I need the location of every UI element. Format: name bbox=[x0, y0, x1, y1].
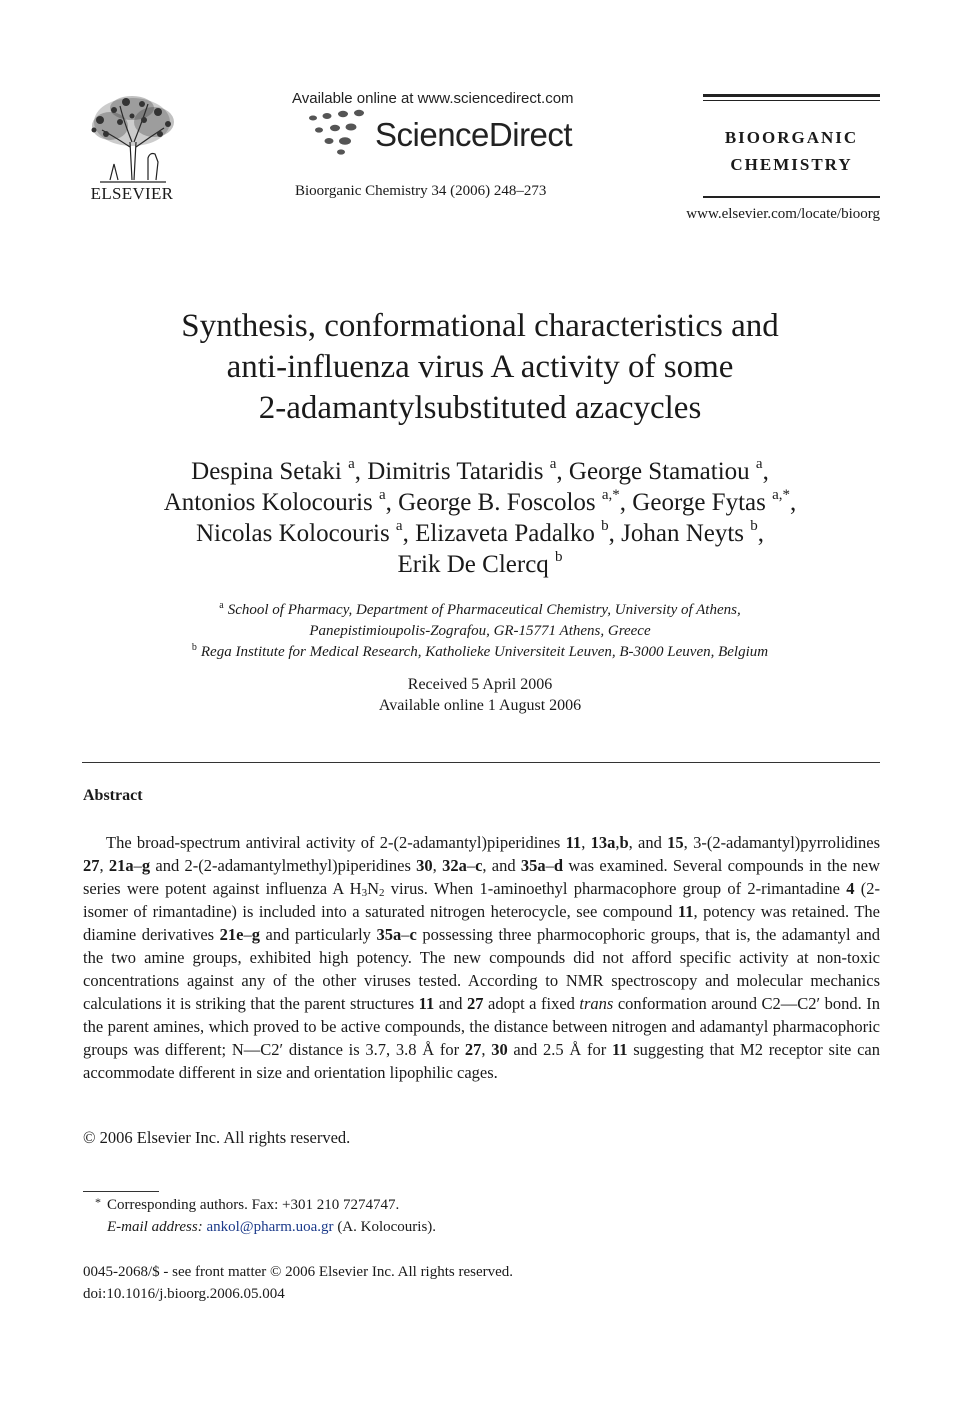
corresponding-authors-note: Corresponding authors. Fax: +301 210 7274747. bbox=[107, 1197, 400, 1213]
compound-number: 21e bbox=[219, 925, 244, 944]
journal-title-line2: CHEMISTRY bbox=[730, 155, 853, 174]
author-affiliation-mark: a bbox=[348, 456, 355, 472]
author-line3: Nicolas Kolocouris $^a$, Elizaveta Padalko $^b$, Johan Neyts $^b$, bbox=[195, 518, 765, 547]
abstract-text: The broad-spectrum antiviral activity of 2-(2-adamantyl)piperidines bbox=[106, 833, 566, 852]
author-affiliation-mark: a bbox=[395, 518, 403, 534]
affiliation-mark: b bbox=[191, 642, 197, 653]
abstract-text: , bbox=[432, 856, 443, 875]
compound-number: b bbox=[619, 833, 629, 852]
email-link[interactable]: ankol@pharm.uoa.gr bbox=[206, 1219, 334, 1235]
compound-number: 30 bbox=[491, 1040, 508, 1059]
abstract-text: – bbox=[545, 856, 554, 875]
abstract-text: suggesting that M2 receptor site can accommodate different in size and orientation lipophilic cages. bbox=[83, 1040, 881, 1082]
author-name: Antonios Kolocouris bbox=[163, 489, 373, 516]
italic-term: trans bbox=[579, 994, 614, 1013]
author-name: Dimitris Tataridis bbox=[367, 458, 544, 485]
abstract-text: , and bbox=[482, 856, 521, 875]
author-affiliation-mark: a bbox=[549, 456, 557, 472]
compound-number: 27 bbox=[467, 994, 484, 1013]
footnote-marker: * bbox=[95, 1195, 101, 1209]
compound-number: g bbox=[141, 856, 151, 875]
author-affiliation-mark: b bbox=[555, 549, 563, 565]
article-title-line3: 2-adamantylsubstituted azacycles bbox=[258, 390, 702, 426]
journal-title-rule-top bbox=[703, 94, 880, 97]
abstract-text: , 3-(2-adamantyl)pyrrolidines bbox=[683, 833, 881, 852]
compound-number: 11 bbox=[677, 902, 694, 921]
compound-number: 15 bbox=[667, 833, 684, 852]
journal-reference: Bioorganic Chemistry 34 (2006) 248–273 bbox=[295, 183, 547, 199]
author-name: Johan Neyts bbox=[621, 520, 745, 547]
affiliation-b-line1 bbox=[80, 642, 880, 663]
abstract-text: and 2.5 Å for bbox=[507, 1040, 612, 1059]
author-name: Despina Setaki bbox=[191, 458, 342, 485]
abstract-text: , bbox=[99, 856, 109, 875]
issn-line: 0045-2068/$ - see front matter © 2006 Elsevier Inc. All rights reserved. bbox=[83, 1264, 514, 1280]
abstract-text: , bbox=[481, 1040, 492, 1059]
author-affiliation-mark: a bbox=[379, 487, 386, 503]
abstract-text: N bbox=[367, 879, 380, 898]
email-owner: (A. Kolocouris). bbox=[333, 1219, 437, 1235]
journal-title-rule-top-thin bbox=[703, 100, 880, 101]
abstract-text: (2-isomer of rimantadine) is included into a saturated nitrogen heterocycle, see compound bbox=[83, 879, 881, 921]
abstract-text: was examined. Several compounds in the new series were potent against influenza A H bbox=[83, 856, 881, 898]
author-line1: Despina Setaki $^a$, Dimitris Tataridis $^a$, George Stamatiou $^a$, bbox=[191, 456, 769, 485]
received-date: Received 5 April 2006 bbox=[407, 676, 553, 693]
compound-number: 35a bbox=[520, 856, 546, 875]
email-label: E-mail address: bbox=[107, 1219, 203, 1235]
compound-number: 13a bbox=[590, 833, 616, 852]
abstract-text: – bbox=[243, 925, 252, 944]
compound-number: 30 bbox=[416, 856, 433, 875]
author-line4 bbox=[80, 549, 880, 580]
compound-number: c bbox=[475, 856, 483, 875]
abstract-copyright: © 2006 Elsevier Inc. All rights reserved. bbox=[83, 1128, 351, 1147]
abstract-text: , potency was retained. The diamine derivatives bbox=[83, 902, 880, 944]
author-affiliation-mark: b bbox=[601, 518, 609, 534]
doi-link[interactable]: doi:10.1016/j.bioorg.2006.05.004 bbox=[83, 1286, 285, 1302]
footnote-rule bbox=[83, 1191, 159, 1192]
abstract-text: – bbox=[133, 856, 142, 875]
author-affiliation-mark[interactable]: a,* bbox=[772, 487, 791, 503]
affiliation-a-line1 bbox=[80, 600, 880, 621]
compound-number: 27 bbox=[464, 1040, 482, 1059]
email-note bbox=[107, 1219, 436, 1236]
compound-number: 21a bbox=[108, 856, 134, 875]
abstract-text: virus. When 1-aminoethyl pharmacophore group of 2-rimantadine bbox=[384, 879, 847, 898]
abstract-body bbox=[83, 831, 880, 1084]
author-name: George B. Foscolos bbox=[398, 489, 596, 516]
subscript: 3 bbox=[361, 887, 368, 899]
journal-url-link[interactable]: www.elsevier.com/locate/bioorg bbox=[686, 206, 880, 222]
author-affiliation-mark: b bbox=[750, 518, 758, 534]
compound-number: 27 bbox=[83, 856, 100, 875]
compound-number: g bbox=[251, 925, 260, 944]
compound-number: 35a bbox=[376, 925, 402, 944]
abstract-text: , and bbox=[628, 833, 668, 852]
compound-number: 4 bbox=[846, 879, 855, 898]
journal-title-line1: BIOORGANIC bbox=[724, 128, 859, 147]
abstract-text: and particularly bbox=[259, 925, 377, 944]
section-divider bbox=[82, 762, 880, 763]
available-online-text: Available online at www.sciencedirect.com bbox=[292, 90, 574, 107]
author-name: Elizaveta Padalko bbox=[415, 520, 595, 547]
compound-number: 11 bbox=[565, 833, 582, 852]
compound-number: 11 bbox=[418, 994, 435, 1013]
publisher-name: ELSEVIER bbox=[90, 184, 174, 203]
subscript: 2 bbox=[379, 887, 385, 899]
author-line2: Antonios Kolocouris $^a$, George B. Foscolos $^{a,*}$, George Fytas $^{a,*}$, bbox=[163, 487, 797, 516]
abstract-text: , bbox=[615, 833, 620, 852]
article-title-line1: Synthesis, conformational characteristics and bbox=[181, 308, 779, 344]
article-title-line2: anti-influenza virus A activity of some bbox=[226, 349, 734, 385]
abstract-text: and 2-(2-adamantylmethyl)piperidines bbox=[150, 856, 417, 875]
author-name: Nicolas Kolocouris bbox=[195, 520, 390, 547]
abstract-text: possessing three pharmocophoric groups, that is, the adamantyl and the two amine groups, exhibited high potency. The new compounds did not afford specific activity at non-toxic concentrations against any of the other viruses tested. According to NMR spectroscopy and molecular mechanics calculations it is striking that the parent structures bbox=[83, 925, 880, 1013]
compound-number: 11 bbox=[611, 1040, 628, 1059]
compound-number: d bbox=[553, 856, 564, 875]
abstract-text: conformation around C2—C2′ bond. In the parent amines, which proved to be active compounds, the distance between nitrogen and adamantyl pharmacophoric groups was different; N—C2′ distance is 3.7, 3.8 Å for bbox=[83, 994, 880, 1059]
compound-number: c bbox=[409, 925, 417, 944]
affiliation-a-line2: Panepistimioupolis-Zografou, GR-15771 Athens, Greece bbox=[309, 623, 651, 639]
author-name: Erik De Clercq bbox=[397, 551, 549, 578]
abstract-text: – bbox=[401, 925, 410, 944]
affiliations bbox=[80, 600, 880, 663]
abstract-text: adopt a fixed bbox=[483, 994, 580, 1013]
abstract-heading: Abstract bbox=[83, 787, 143, 804]
abstract-text: – bbox=[466, 856, 476, 875]
affiliation-text: Rega Institute for Medical Research, Katholieke Universiteit Leuven, B-3000 Leuven, Belgium bbox=[200, 644, 769, 660]
affiliation-text: School of Pharmacy, Department of Pharmaceutical Chemistry, University of Athens, bbox=[227, 602, 741, 618]
journal-title-rule-bottom bbox=[703, 196, 880, 198]
author-list bbox=[80, 456, 880, 580]
article-title bbox=[80, 306, 880, 429]
journal-title bbox=[703, 124, 880, 178]
affiliation-mark: a bbox=[219, 600, 224, 611]
author-name: George Fytas bbox=[632, 489, 766, 516]
abstract-paragraph bbox=[83, 831, 880, 1084]
elsevier-tree-icon bbox=[80, 92, 184, 184]
author-affiliation-mark: a bbox=[755, 456, 763, 472]
abstract-text: , bbox=[581, 833, 591, 852]
sciencedirect-wordmark: ScienceDirect bbox=[375, 116, 573, 153]
abstract-text: and bbox=[434, 994, 468, 1013]
article-dates bbox=[80, 674, 880, 716]
author-name: George Stamatiou bbox=[568, 458, 750, 485]
available-date: Available online 1 August 2006 bbox=[378, 697, 582, 714]
compound-number: 32a bbox=[442, 856, 467, 875]
author-affiliation-mark[interactable]: a,* bbox=[601, 487, 620, 503]
